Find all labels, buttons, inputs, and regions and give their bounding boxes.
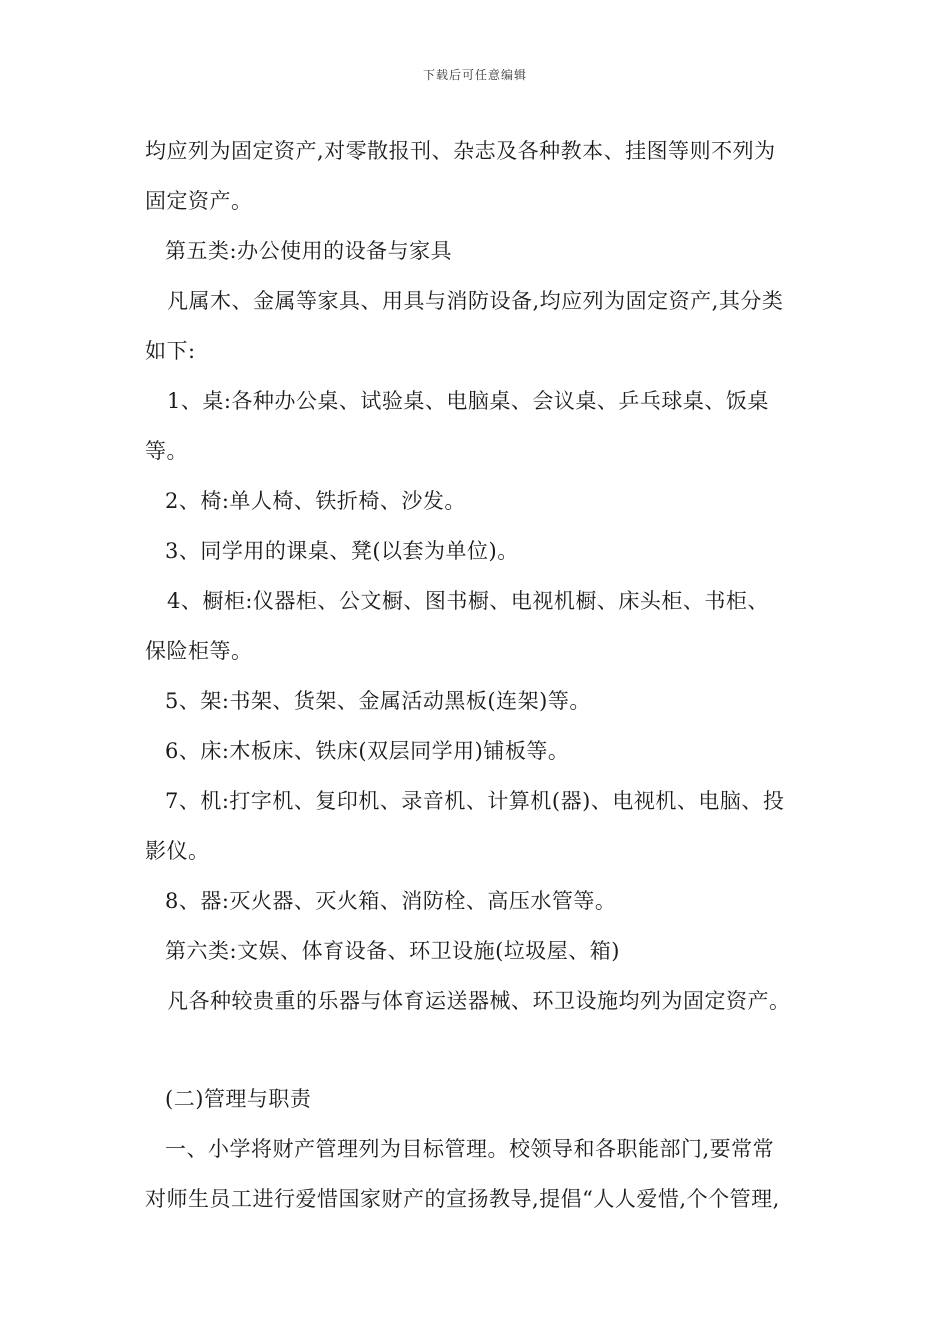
text-line: 一、小学将财产管理列为目标管理。校领导和各职能部门,要常常 bbox=[165, 1137, 775, 1161]
text-line: 第六类:文娱、体育设备、环卫设施(垃圾屋、箱) bbox=[165, 939, 620, 963]
text-line: 凡属木、金属等家具、用具与消防设备,均应列为固定资产,其分类 bbox=[167, 289, 784, 313]
text-line: 均应列为固定资产,对零散报刊、杂志及各种教本、挂图等则不列为 bbox=[145, 139, 776, 163]
text-line: 影仪。 bbox=[145, 839, 210, 863]
text-line: 7、机:打字机、复印机、录音机、计算机(器)、电视机、电脑、投 bbox=[165, 789, 785, 813]
text-line: 第五类:办公使用的设备与家具 bbox=[165, 239, 453, 263]
text-line: 固定资产。 bbox=[145, 189, 253, 213]
text-line: 等。 bbox=[145, 439, 188, 463]
text-line: 1、桌:各种办公桌、试验桌、电脑桌、会议桌、乒乓球桌、饭桌 bbox=[167, 389, 769, 413]
text-line: 8、器:灭火器、灭火箱、消防栓、高压水管等。 bbox=[165, 889, 617, 913]
text-line: 保险柜等。 bbox=[145, 639, 253, 663]
text-line: 6、床:木板床、铁床(双层同学用)铺板等。 bbox=[165, 739, 570, 763]
text-line: 5、架:书架、货架、金属活动黑板(连架)等。 bbox=[165, 689, 591, 713]
text-line: 2、椅:单人椅、铁折椅、沙发。 bbox=[165, 489, 466, 513]
text-line: 如下: bbox=[145, 339, 196, 363]
text-line: 凡各种较贵重的乐器与体育运送器械、环卫设施均列为固定资产。 bbox=[167, 989, 791, 1013]
paragraph-gap bbox=[145, 1026, 825, 1074]
text-line: 4、橱柜:仪器柜、公文橱、图书橱、电视机橱、床头柜、书柜、 bbox=[167, 589, 769, 613]
text-line: (二)管理与职责 bbox=[165, 1087, 312, 1111]
text-line: 对师生员工进行爱惜国家财产的宣扬教导,提倡“人人爱惜,个个管理, bbox=[145, 1187, 780, 1211]
text-line: 3、同学用的课桌、凳(以套为单位)。 bbox=[165, 539, 519, 563]
page-header: 下载后可任意编辑 bbox=[422, 68, 527, 82]
document-body bbox=[145, 126, 825, 1224]
